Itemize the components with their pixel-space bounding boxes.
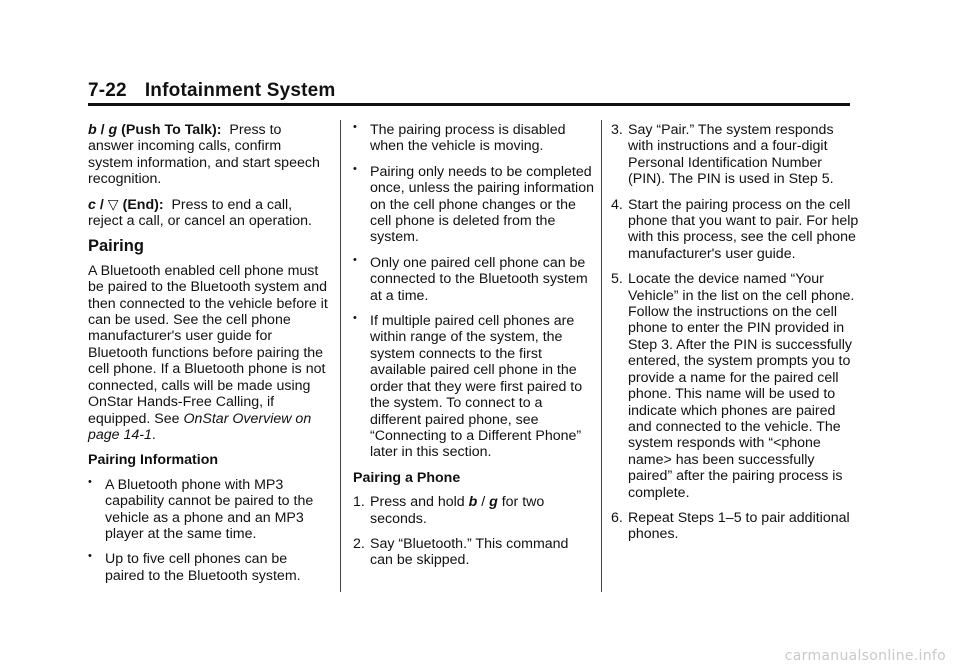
page-number: 7-22 (88, 80, 127, 101)
end-label: (End): (122, 196, 164, 213)
pairing-steps-continued (611, 122, 859, 543)
pairing-information-list (88, 477, 328, 584)
column-divider-1 (340, 120, 341, 592)
page-title: Infotainment System (144, 80, 336, 101)
step-text: Say “Pair.” The system responds with instructions and a four-digit Personal Identification Number (PIN). The PIN is used in Step 5. (628, 122, 834, 188)
pairing-heading: Pairing (88, 237, 144, 256)
step-item (611, 122, 859, 188)
step-number: 3. (611, 122, 623, 138)
onstar-reference-link[interactable]: OnStar Overview on page 14-1 (88, 410, 312, 443)
step-item (353, 494, 595, 527)
column-2 (353, 122, 595, 578)
watermark: carmanualsonline.info (784, 648, 946, 664)
step-item (611, 271, 859, 501)
pairing-text: A Bluetooth enabled cell phone must be paired to the Bluetooth system and then connected to the vehicle before it can be used. See the cell phone manufacturer's user guide for Bluetooth functions before pairing the cell phone. If a Bluetooth phone is not connected, calls will be made using OnStar Hands-Free Calling, if equipped. See (88, 262, 328, 427)
push-to-talk-text: Press to answer incoming calls, confirm system information, and start speech recognition. (88, 122, 320, 188)
step-text: Press and hold (370, 494, 469, 511)
step-text: Say “Bluetooth.” This command can be skipped. (370, 535, 569, 569)
pairing-steps-list (353, 494, 595, 569)
header-rule (88, 103, 850, 106)
voice-icon: g (108, 122, 118, 138)
step-number: 5. (611, 271, 623, 288)
push-to-talk-label: (Push To Talk): (121, 122, 222, 138)
push-to-talk-icon: b (88, 122, 97, 138)
list-item: • Pairing only needs to be completed once, unless the pairing information on the cell phone changes or the cell phone is deleted from the system. (353, 164, 595, 246)
step-text: Repeat Steps 1–5 to pair additional phones. (628, 509, 850, 543)
list-item: • Only one paired cell phone can be connected to the Bluetooth system at a time. (353, 255, 595, 304)
end-call-icon: c (88, 196, 96, 213)
list-item: • If multiple paired cell phones are within range of the system, the system connects to the first available paired cell phone in the order that they were first paired to the system. To connect to a different paired phone, see “Connecting to a Different Phone” later in this section. (353, 313, 595, 461)
pairing-a-phone-heading: Pairing a Phone (353, 469, 461, 486)
step-number: 2. (353, 535, 365, 552)
step-text: Start the pairing process on the cell phone that you want to pair. For help with this process, see the cell phone manufacturer's user guide. (628, 196, 859, 262)
push-to-talk-paragraph (88, 122, 328, 188)
icon-separator: / (96, 122, 109, 138)
pairing-text-end: . (151, 426, 156, 443)
step-number: 6. (611, 509, 623, 526)
step-number: 4. (611, 196, 623, 213)
page-header (88, 80, 336, 102)
step-text: Locate the device named “Your Vehicle” in the list on the cell phone. Follow the instructions on the cell phone to enter the PIN provided in Step 3. After the PIN is successfully entered, the system prompts you to provide a name for the paired cell phone. This name will be used to indicate which phones are paired and connected to the vehicle. The system responds with “<phone name> has been successfully paired” after the pairing process is complete. (628, 271, 855, 501)
column-3 (611, 122, 859, 552)
pairing-notes-list (353, 122, 595, 461)
step-item (611, 510, 859, 543)
list-item: • Up to five cell phones can be paired to the Bluetooth system. (88, 551, 328, 584)
push-to-talk-icon: b (468, 494, 478, 511)
pairing-information-heading: Pairing Information (88, 452, 219, 469)
step-item (611, 197, 859, 263)
pairing-paragraph (88, 263, 328, 443)
end-paragraph (88, 197, 328, 230)
end-text: Press to end a call, reject a call, or cancel an operation. (88, 196, 312, 230)
column-divider-2 (601, 120, 602, 592)
column-1 (88, 122, 328, 593)
triangle-down-icon: ▽ (107, 196, 119, 213)
step-item (353, 536, 595, 569)
step-text: for two seconds. (370, 494, 545, 527)
list-item: • The pairing process is disabled when the vehicle is moving. (353, 122, 595, 155)
icon-separator: / (477, 494, 490, 511)
step-number: 1. (353, 494, 365, 511)
icon-separator: / (95, 196, 108, 213)
list-item: • A Bluetooth phone with MP3 capability cannot be paired to the vehicle as a phone and an MP3 player at the same time. (88, 477, 328, 543)
voice-icon: g (489, 494, 498, 511)
